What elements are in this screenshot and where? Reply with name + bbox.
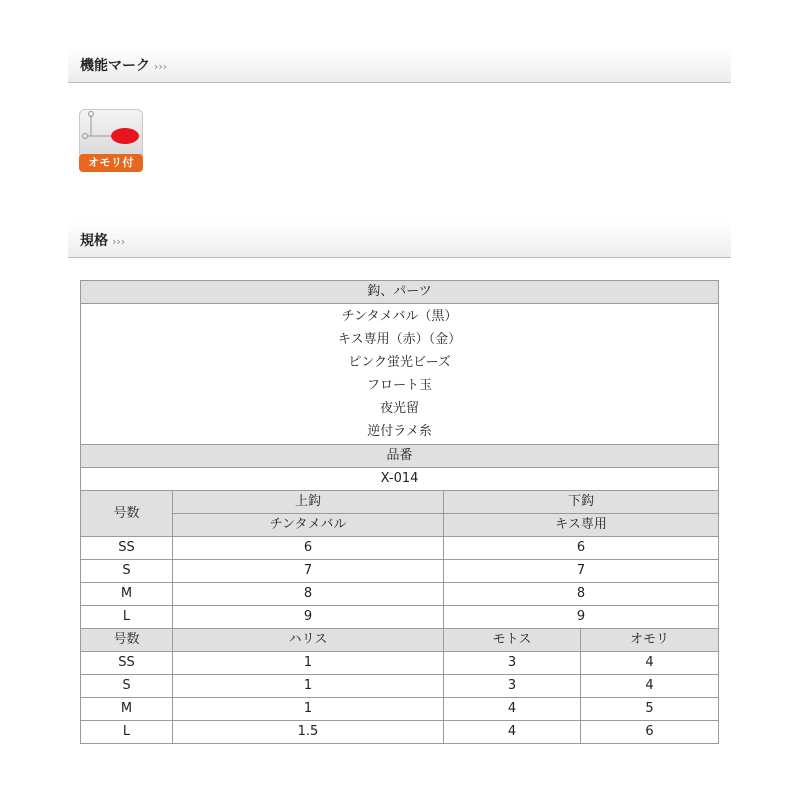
size-header: 号数 [81, 629, 173, 652]
size-cell: SS [81, 537, 173, 560]
motosu-cell: 4 [444, 698, 581, 721]
lower-hook-type: キス専用 [444, 514, 719, 537]
part-item: キス専用（赤）（金） [337, 332, 462, 347]
table-row [81, 491, 719, 514]
table-row [81, 514, 719, 537]
table-row [81, 468, 719, 491]
harisu-header: ハリス [173, 629, 444, 652]
omori-header: オモリ [581, 629, 719, 652]
part-item: 夜光留 [380, 401, 420, 416]
harisu-cell: 1 [173, 698, 444, 721]
omori-cell: 6 [581, 721, 719, 744]
section-title-functions: 機能マーク ››› [80, 58, 168, 74]
section-title-spec: 規格 ››› [80, 233, 126, 249]
table-row [81, 675, 719, 698]
upper-hook-cell: 8 [173, 583, 444, 606]
table-row [81, 606, 719, 629]
weighted-badge [79, 109, 143, 173]
upper-hook-header: 上鈎 [173, 491, 444, 514]
section-arrows: ››› [154, 60, 168, 73]
motosu-cell: 3 [444, 652, 581, 675]
lower-hook-cell: 8 [444, 583, 719, 606]
motosu-cell: 3 [444, 675, 581, 698]
section-header-spec [68, 220, 731, 258]
upper-hook-cell: 6 [173, 537, 444, 560]
omori-cell: 4 [581, 675, 719, 698]
product-code: X-014 [81, 468, 719, 491]
upper-hook-cell: 9 [173, 606, 444, 629]
table-row [81, 629, 719, 652]
table-row [81, 583, 719, 606]
motosu-cell: 4 [444, 721, 581, 744]
omori-cell: 4 [581, 652, 719, 675]
size-cell: S [81, 675, 173, 698]
part-item: チンタメバル（黒） [341, 309, 458, 324]
code-header: 品番 [81, 445, 719, 468]
table-row [81, 698, 719, 721]
parts-header: 鈎、パーツ [81, 281, 719, 304]
omori-cell: 5 [581, 698, 719, 721]
badge-label: オモリ付 [79, 154, 143, 172]
part-item: フロート玉 [367, 378, 433, 393]
section-header-functions [68, 45, 731, 83]
size-cell: S [81, 560, 173, 583]
harisu-cell: 1 [173, 652, 444, 675]
table-row [81, 281, 719, 304]
table-row [81, 560, 719, 583]
size-cell: M [81, 698, 173, 721]
table-row [81, 537, 719, 560]
table-row [81, 652, 719, 675]
size-header: 号数 [81, 491, 173, 537]
motosu-header: モトス [444, 629, 581, 652]
table-row [81, 304, 719, 445]
size-cell: L [81, 721, 173, 744]
lower-hook-cell: 6 [444, 537, 719, 560]
size-cell: L [81, 606, 173, 629]
table-row [81, 445, 719, 468]
harisu-cell: 1 [173, 675, 444, 698]
lower-hook-cell: 9 [444, 606, 719, 629]
parts-list [81, 304, 719, 445]
upper-hook-cell: 7 [173, 560, 444, 583]
upper-hook-type: チンタメバル [173, 514, 444, 537]
lower-hook-header: 下鈎 [444, 491, 719, 514]
size-cell: SS [81, 652, 173, 675]
harisu-cell: 1.5 [173, 721, 444, 744]
sinker-icon [79, 109, 143, 159]
lower-hook-cell: 7 [444, 560, 719, 583]
table-row [81, 721, 719, 744]
section-arrows: ››› [112, 235, 126, 248]
spec-table [80, 280, 719, 744]
part-item: ピンク蛍光ビーズ [348, 355, 451, 370]
part-item: 逆付ラメ糸 [367, 424, 432, 439]
size-cell: M [81, 583, 173, 606]
